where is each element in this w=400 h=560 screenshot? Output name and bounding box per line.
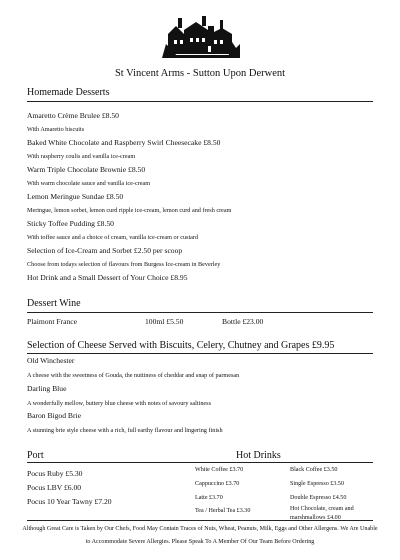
port-hot-drinks-divider [27, 462, 373, 463]
cheese-divider [27, 353, 373, 354]
desserts-heading: Homemade Desserts [27, 87, 110, 98]
wine-name: Plaimont France [27, 317, 77, 326]
dessert-item: Lemon Meringue Sundae £8.50 [27, 192, 124, 201]
dessert-item: Warm Triple Chocolate Brownie £8.50 [27, 165, 146, 174]
cheese-description: A wonderfully mellow, buttery blue cheese with notes of savoury saltiness [27, 400, 211, 407]
dessert-item: Hot Drink and a Small Dessert of Your Choice £8.95 [27, 273, 188, 282]
dessert-description: With toffee sauce and a choice of cream, vanilla ice-cream or custard [27, 234, 199, 241]
dessert-description: With raspberry coulis and vanilla ice-cream [27, 153, 136, 160]
dessert-description: Choose from todays selection of flavours from Burgess Ice-cream in Beverley [27, 261, 221, 268]
dessert-item: Amaretto Crème Brulee £8.50 [27, 111, 119, 120]
port-item: Pocus LBV £6.00 [27, 483, 82, 492]
cheese-item: Darling Blue [27, 384, 67, 393]
hot-drink-item: Black Coffee £3.50 [290, 467, 338, 473]
cheese-description: A stunning brie style cheese with a rich, full earthy flavour and lingering finish [27, 427, 223, 434]
dessert-wine-heading: Dessert Wine [27, 298, 81, 309]
hot-drink-item: Tea / Herbal Tea £3.30 [195, 508, 251, 514]
desserts-divider [27, 101, 373, 102]
dessert-item: Sticky Toffee Pudding £8.50 [27, 219, 114, 228]
hot-drink-item: Hot Chocolate, cream and marshmallows £4.00 [290, 506, 354, 521]
dessert-wine-divider [27, 312, 373, 313]
venue-title: St Vincent Arms - Sutton Upon Derwent [114, 68, 286, 79]
footer-divider [27, 520, 373, 521]
port-item: Pocus 10 Year Tawny £7.20 [27, 497, 112, 506]
cheese-item: Old Winchester [27, 356, 75, 365]
hot-drink-item: Double Espresso £4.50 [290, 495, 347, 501]
hot-drinks-heading: Hot Drinks [236, 450, 281, 461]
hot-drink-item: Single Espresso £3.50 [290, 481, 344, 487]
dessert-description: With warm chocolate sauce and vanilla ice-cream [27, 180, 151, 187]
hot-drink-item: Latte £3.70 [195, 495, 223, 501]
dessert-description: With Amaretto biscuits [27, 126, 85, 133]
wine-bottle-price: Bottle £23.00 [222, 317, 264, 326]
cheese-description: A cheese with the sweetness of Gouda, the nuttiness of cheddar and snap of parmesan [27, 372, 240, 379]
dessert-item: Baked White Chocolate and Raspberry Swirl Cheesecake £8.50 [27, 138, 221, 147]
port-heading: Port [27, 450, 44, 461]
hot-drink-item: White Coffee £3.70 [195, 467, 244, 473]
wine-glass-price: 100ml £5.50 [145, 317, 184, 326]
pub-building-logo-icon [162, 14, 240, 58]
port-item: Pocus Ruby £5.30 [27, 469, 83, 478]
dessert-item: Selection of Ice-Cream and Sorbet £2.50 per scoop [27, 246, 183, 255]
cheese-heading: Selection of Cheese Served with Biscuits, Celery, Chutney and Grapes £9.95 [27, 340, 335, 351]
allergen-notice: Although Great Care is Taken by Our Chefs, Food May Contain Traces of Nuts, Wheat, Peanuts, Milk, Eggs and Other Allergens. We Are Unable to Accommodate Severe Allergies. Please Speak To A Member Of Our Team Before Ordering [22, 526, 378, 545]
hot-drink-item: Cappuccino £3.70 [195, 481, 240, 487]
cheese-item: Baron Bigod Brie [27, 411, 81, 420]
dessert-description: Meringue, lemon sorbet, lemon curd ripple ice-cream, lemon curd and fresh cream [27, 207, 232, 214]
